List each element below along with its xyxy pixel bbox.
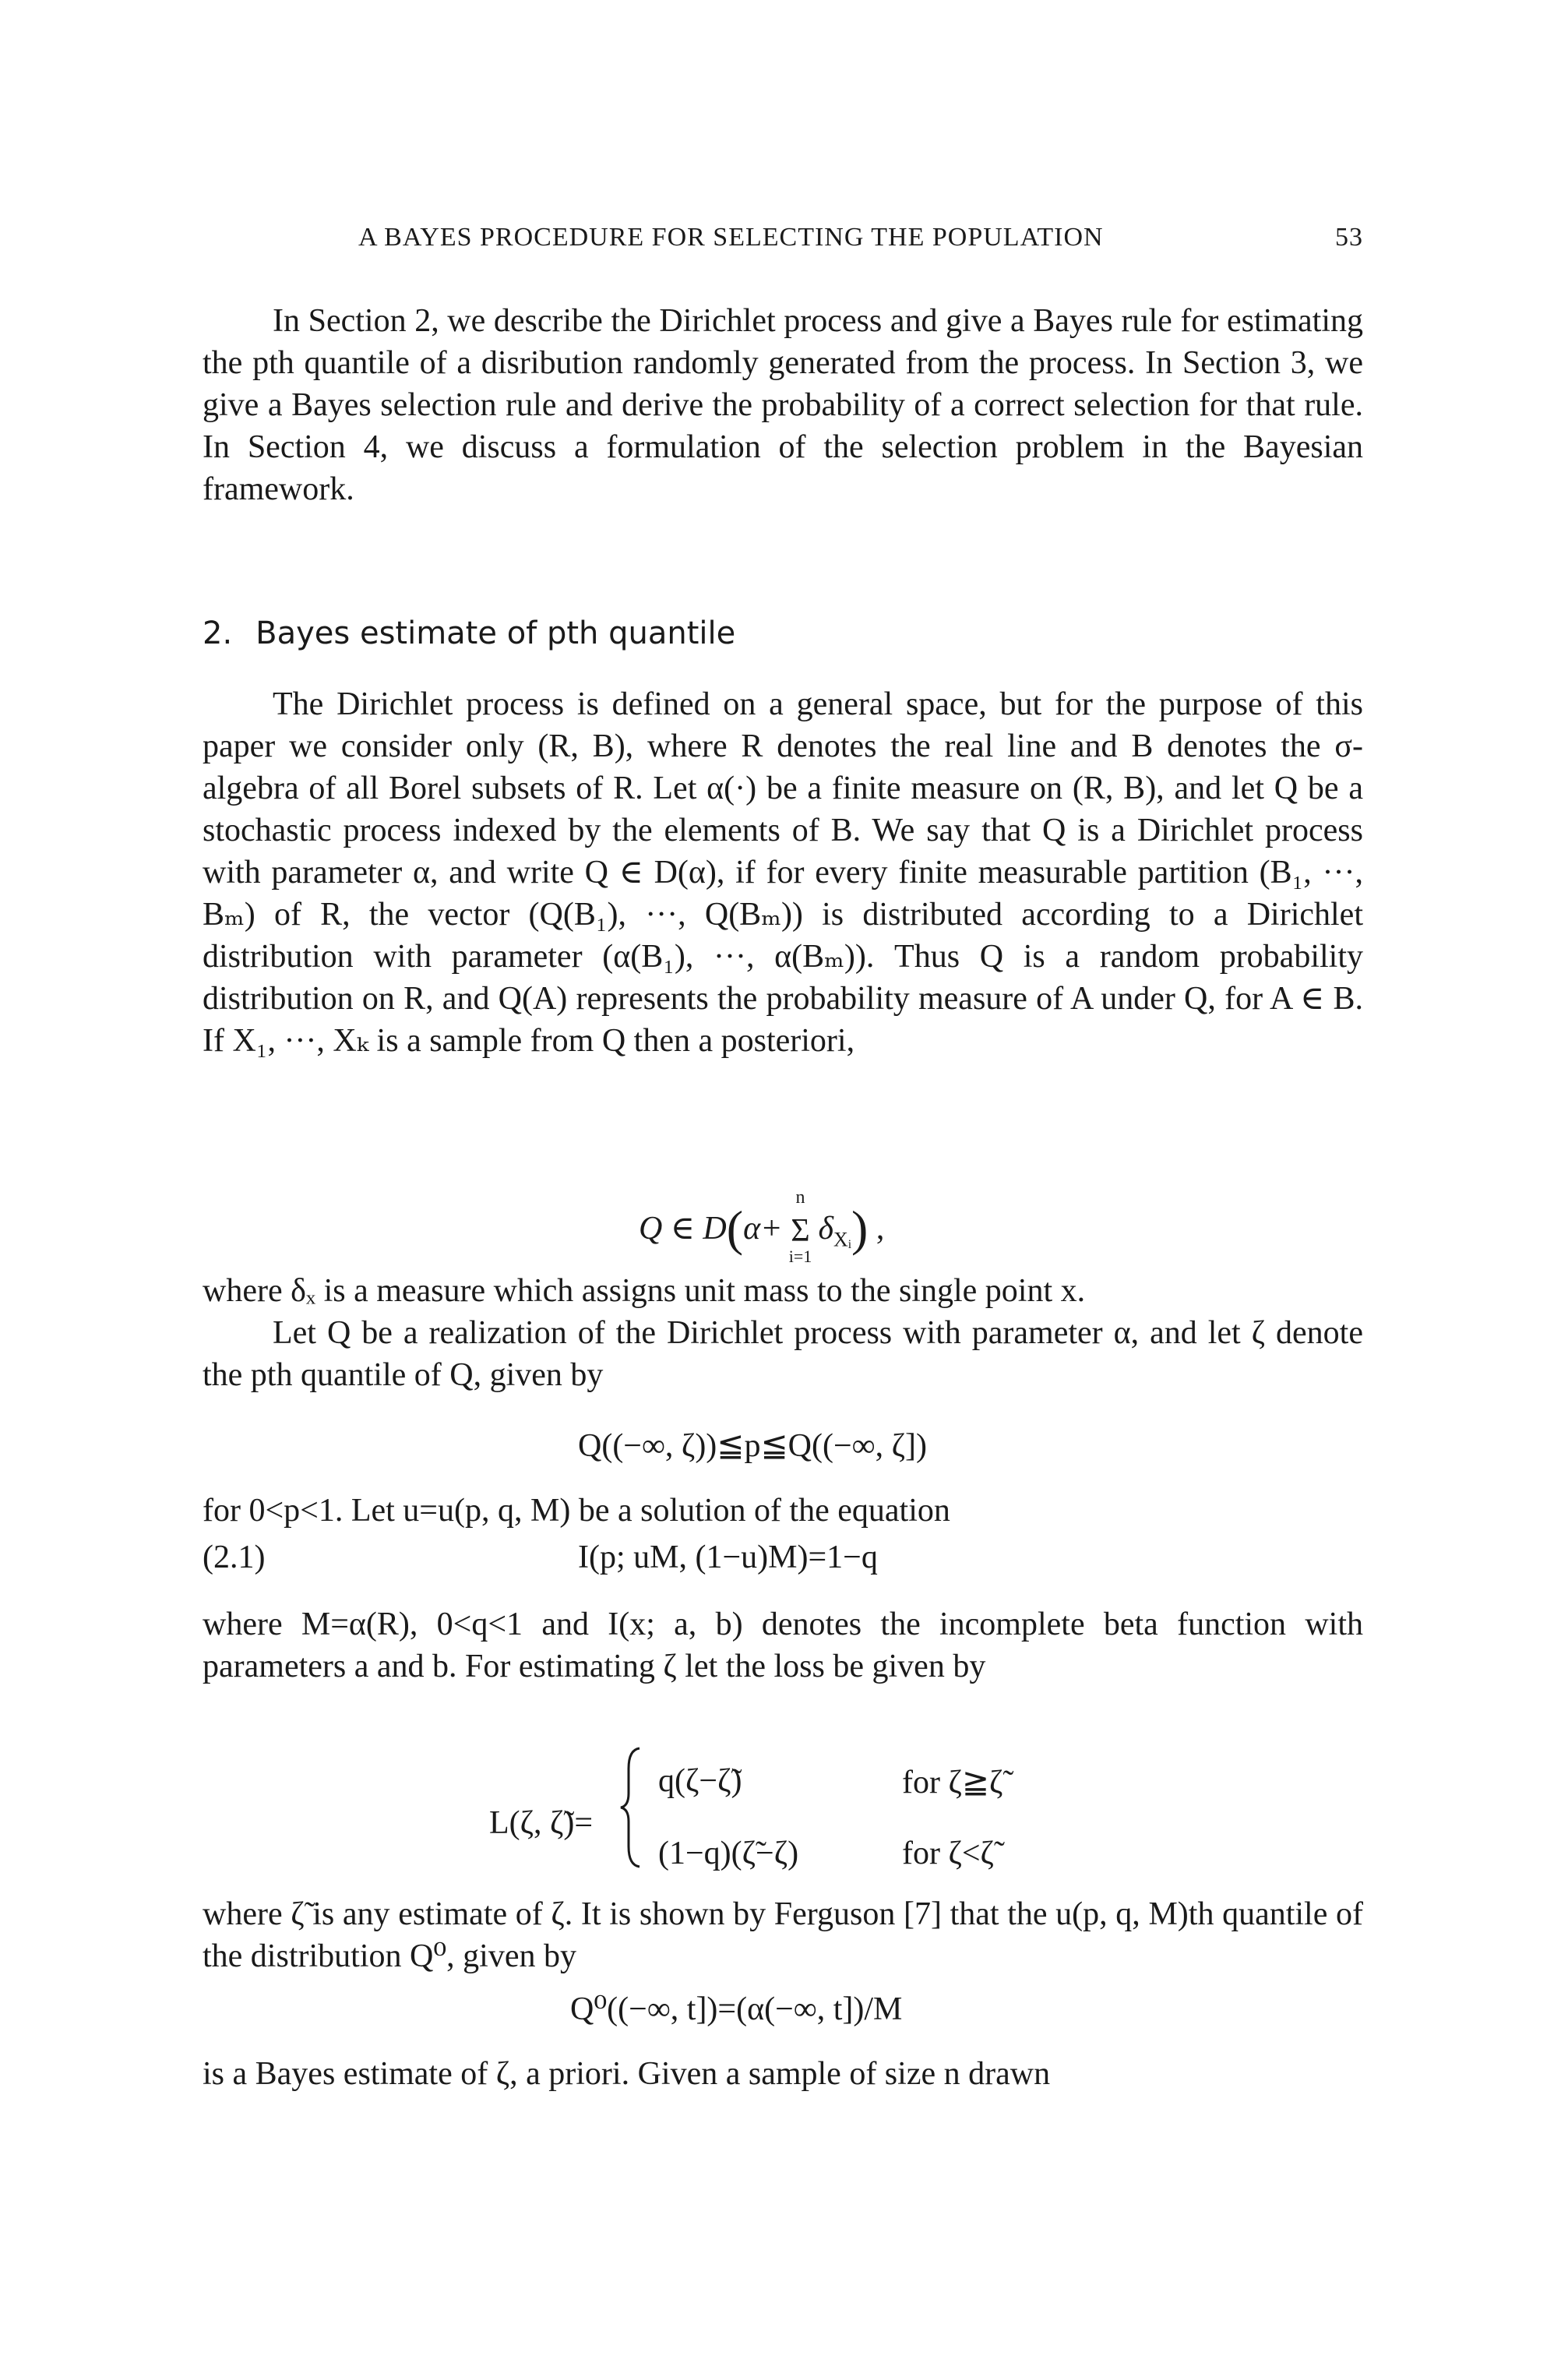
equation-2-1: I(p; uM, (1−u)M)=1−q (578, 1539, 878, 1575)
loss-lhs: L(ζ, ζ̃)= (489, 1805, 594, 1841)
quantile-equation: Q((−∞, ζ))≦p≦Q((−∞, ζ]) (578, 1428, 927, 1464)
eq-delta: δ (818, 1211, 833, 1247)
beta-text: where M=α(R), 0<q<1 and I(x; a, b) denotes the incomplete beta function with parameters a and b. For estimating ζ let the loss be given by (203, 1606, 1363, 1684)
final-text: is a Bayes estimate of ζ, a priori. Given a sample of size n drawn (203, 2056, 1051, 2092)
sum-upper-limit: n (795, 1187, 805, 1208)
prior-equation: Q⁰((−∞, t])=(α(−∞, t])/M (570, 1991, 903, 2027)
eq-lhs: Q ∈ D (639, 1211, 727, 1247)
u-text: for 0<p<1. Let u=u(p, q, M) be a solution of the equation (203, 1493, 950, 1529)
dirichlet-text: The Dirichlet process is defined on a general space, but for the purpose of this paper we consider only (R, B), where R denotes the real line and B denotes the σ-algebra of all Borel subsets of R. Let α(·) be a finite measure on (R, B), and let Q be a stochastic process indexed by the elements of B. We say that Q is a Dirichlet process with parameter α, and write Q ∈ D(α), if for every finite measurable partition (B₁, ···, Bₘ) of R, the vector (Q(B₁), ···, Q(Bₘ)) is distributed according to a Dirichlet distribution with parameter (α(B₁), ···, α(Bₘ)). Thus Q is a random probability distribution on R, and Q(A) represents the probability measure of A under Q, for A ∈ B. If X₁, ···, Xₖ is a sample from Q then a posteriori, (203, 686, 1363, 1059)
ferguson-text: where ζ̃ is any estimate of ζ. It is shown by Ferguson [7] that the u(p, q, M)th quantile of the distribution Q⁰, given by (203, 1896, 1363, 1974)
loss-case2-condition: for ζ<ζ̃ (902, 1836, 994, 1871)
loss-case1-expression: q(ζ−ζ̃) (658, 1763, 742, 1799)
final-paragraph (203, 2053, 1363, 2095)
running-title: A BAYES PROCEDURE FOR SELECTING THE POPULATION (358, 223, 1104, 252)
ferguson-paragraph (203, 1893, 1363, 1977)
delta-text: where δₓ is a measure which assigns unit mass to the single point x. (203, 1273, 1086, 1309)
section-heading (203, 615, 735, 651)
beta-paragraph (203, 1603, 1363, 1688)
loss-case1-condition: for ζ≧ζ̃ (902, 1765, 1003, 1800)
eq-delta-subscript: Xᵢ (833, 1228, 852, 1251)
eq-close-paren: ) (851, 1201, 869, 1256)
eq-trailing-comma: , (868, 1211, 885, 1247)
section-title: Bayes estimate of pth quantile (255, 615, 736, 651)
delta-paragraph (203, 1270, 1363, 1396)
dirichlet-paragraph (203, 683, 1363, 1062)
intro-paragraph (203, 300, 1363, 510)
page-number: 53 (1335, 223, 1363, 252)
u-paragraph (203, 1490, 1363, 1532)
section-number: 2. (203, 615, 233, 651)
left-brace (619, 1745, 643, 1870)
quantile-text: Let Q be a realization of the Dirichlet process with parameter α, and let ζ denote the pth quantile of Q, given by (203, 1315, 1363, 1393)
eq-alpha-plus: α+ (743, 1211, 783, 1247)
sum-sign: Σ (791, 1213, 810, 1250)
loss-case2-expression: (1−q)(ζ̃−ζ) (658, 1836, 799, 1871)
eq-open-paren: ( (726, 1201, 744, 1256)
intro-text: In Section 2, we describe the Dirichlet process and give a Bayes rule for estimating the pth quantile of a disribution randomly generated from the process. In Section 3, we give a Bayes selection rule and derive the probability of a correct selection for that rule. In Section 4, we discuss a formulation of the selection problem in the Bayesian framework. (203, 303, 1363, 507)
posterior-equation (639, 1187, 885, 1267)
summation-symbol (782, 1187, 818, 1267)
sum-lower-limit: i=1 (788, 1247, 812, 1267)
equation-label: (2.1) (203, 1539, 266, 1575)
